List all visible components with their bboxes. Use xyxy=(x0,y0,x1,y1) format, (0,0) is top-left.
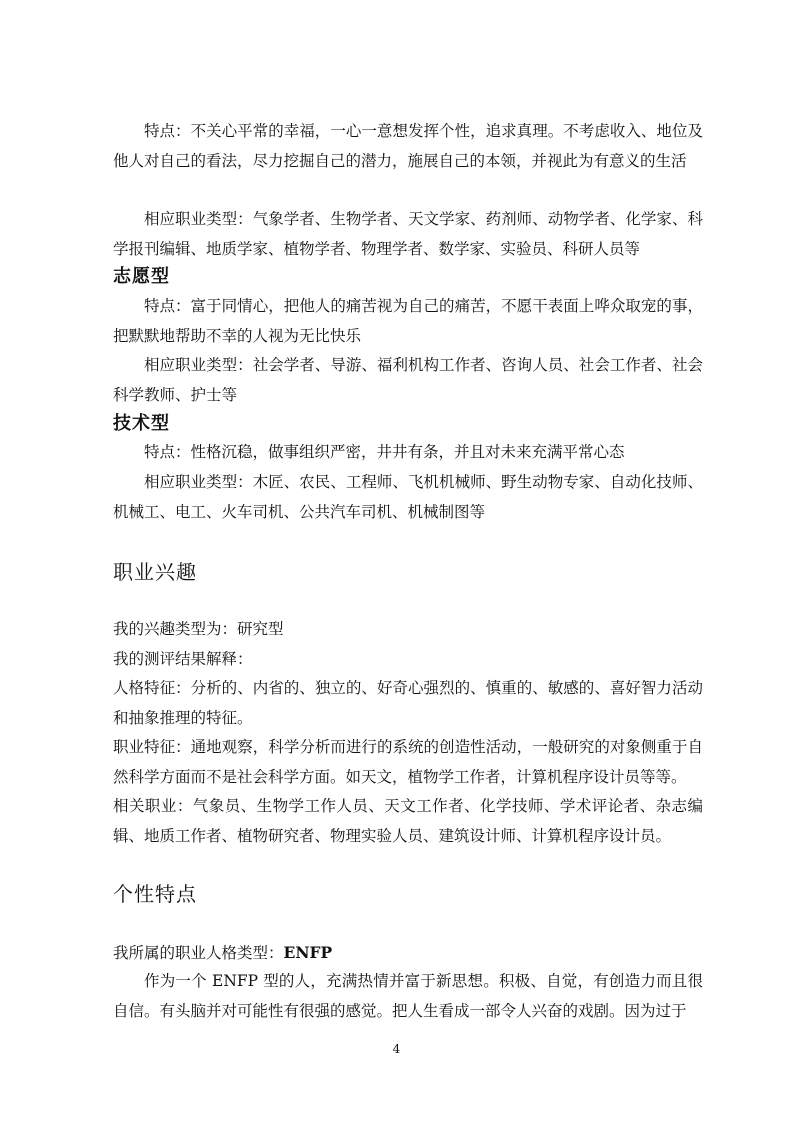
technical-jobs: 相应职业类型：木匠、农民、工程师、飞机机械师、野生动物专家、自动化技师、机械工、电工、火车司机、公共汽车司机、机械制图等 xyxy=(113,473,703,521)
interest-career: 职业特征：通地观察，科学分析而进行的系统的创造性活动，一般研究的对象侧重于自然科学方面而不是社会科学方面。如天文，植物学工作者，计算机程序设计员等等。 xyxy=(113,738,703,786)
personality-type-label: 我所属的职业人格类型： xyxy=(113,944,284,962)
volunteer-traits: 特点：富于同情心，把他人的痛苦视为自己的痛苦，不愿干表面上哗众取宠的事，把默默地帮助不幸的人视为无比快乐 xyxy=(113,297,703,345)
personality-type-value: ENFP xyxy=(283,943,333,962)
interest-related: 相关职业：气象员、生物学工作人员、天文工作者、化学技师、学术评论者、杂志编辑、地质工作者、植物研究者、物理实验人员、建筑设计师、计算机程序设计员。 xyxy=(113,797,703,845)
personality-description: 作为一个 ENFP 型的人，充满热情并富于新思想。积极、自觉，有创造力而且很自信。有头脑并对可能性有很强的感觉。把人生看成一部令人兴奋的戏剧。因为过于 xyxy=(113,972,703,1020)
technical-traits: 特点：性格沉稳，做事组织严密，井井有条，并且对未来充满平常心态 xyxy=(144,443,625,461)
research-traits: 特点：不关心平常的幸福，一心一意想发挥个性，追求真理。不考虑收入、地位及他人对自己的看法，尽力挖掘自己的潜力，施展自己的本领，并视此为有意义的生活 xyxy=(113,122,703,170)
volunteer-jobs: 相应职业类型：社会学者、导游、福利机构工作者、咨询人员、社会工作者、社会科学教师、护士等 xyxy=(113,356,703,404)
interest-type-line: 我的兴趣类型为：研究型 xyxy=(113,620,284,638)
page-number: 4 xyxy=(392,1042,401,1056)
interest-explain-label: 我的测评结果解释： xyxy=(113,650,253,668)
interest-heading: 职业兴趣 xyxy=(113,560,197,584)
interest-personality: 人格特征：分析的、内省的、独立的、好奇心强烈的、慎重的、敏感的、喜好智力活动和抽象推理的特征。 xyxy=(113,679,703,727)
research-jobs: 相应职业类型：气象学者、生物学者、天文学家、药剂师、动物学者、化学家、科学报刊编辑、地质学家、植物学者、物理学者、数学家、实验员、科研人员等 xyxy=(113,210,703,258)
volunteer-heading: 志愿型 xyxy=(113,266,170,287)
technical-heading: 技术型 xyxy=(113,413,170,434)
personality-type-line xyxy=(113,938,703,969)
personality-heading: 个性特点 xyxy=(113,882,197,906)
